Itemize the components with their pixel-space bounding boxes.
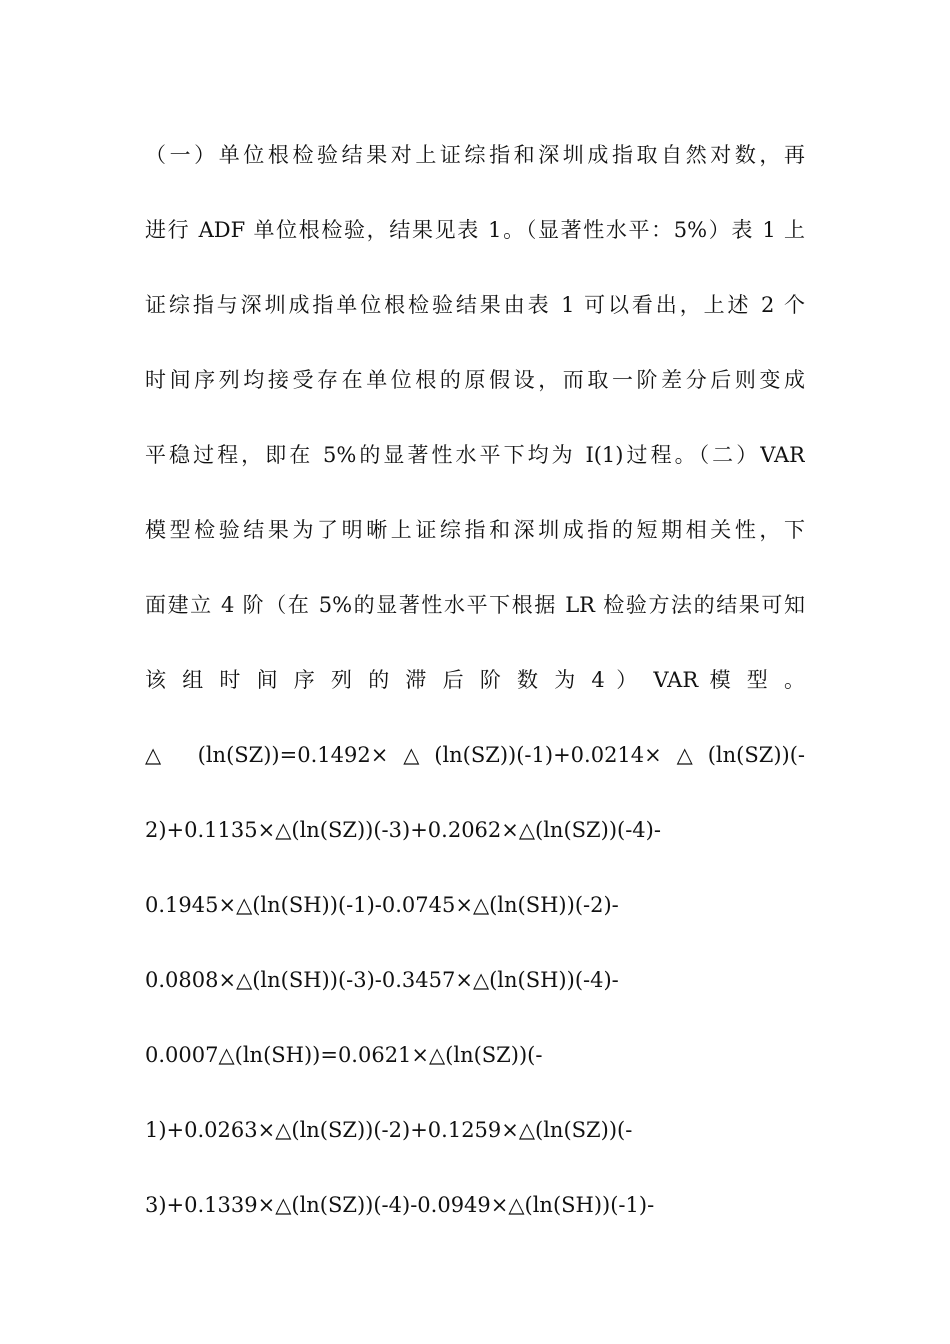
equation-line: 0.0808×△(ln(SH))(-3)-0.3457×△(ln(SH))(-4)- — [145, 968, 619, 992]
paragraph-line: 模型检验结果为了明晰上证综指和深圳成指的短期相关性，下 — [145, 518, 805, 542]
equation-line: 1)+0.0263×△(ln(SZ))(-2)+0.1259×△(ln(SZ))(- — [145, 1118, 633, 1142]
equation-line: 2)+0.1135×△(ln(SZ))(-3)+0.2062×△(ln(SZ))(-4)- — [145, 818, 661, 842]
equation-line: △ (ln(SZ))=0.1492×△(ln(SZ))(-1)+0.0214×△(ln(SZ))(- — [145, 743, 805, 767]
equation-line: 0.1945×△(ln(SH))(-1)-0.0745×△(ln(SH))(-2)- — [145, 893, 619, 917]
paragraph-line: 证综指与深圳成指单位根检验结果由表 1 可以看出，上述 2 个 — [145, 293, 805, 317]
paragraph-line: 该 组 时 间 序 列 的 滞 后 阶 数 为 4 ） VAR 模 型 。 — [145, 668, 805, 692]
paragraph-line: 时间序列均接受存在单位根的原假设，而取一阶差分后则变成 — [145, 368, 805, 392]
equation-line: 3)+0.1339×△(ln(SZ))(-4)-0.0949×△(ln(SH))(-1)- — [145, 1193, 655, 1217]
paragraph-line: 面建立 4 阶（在 5%的显著性水平下根据 LR 检验方法的结果可知 — [145, 593, 805, 617]
equation-line: 0.0007△(ln(SH))=0.0621×△(ln(SZ))(- — [145, 1043, 543, 1067]
paragraph-line: 进行 ADF 单位根检验，结果见表 1。（显著性水平：5%）表 1 上 — [145, 218, 805, 242]
paragraph-line: 平稳过程，即在 5%的显著性水平下均为 I(1)过程。（二）VAR — [145, 443, 805, 467]
paragraph-line: （一）单位根检验结果对上证综指和深圳成指取自然对数，再 — [145, 143, 805, 167]
